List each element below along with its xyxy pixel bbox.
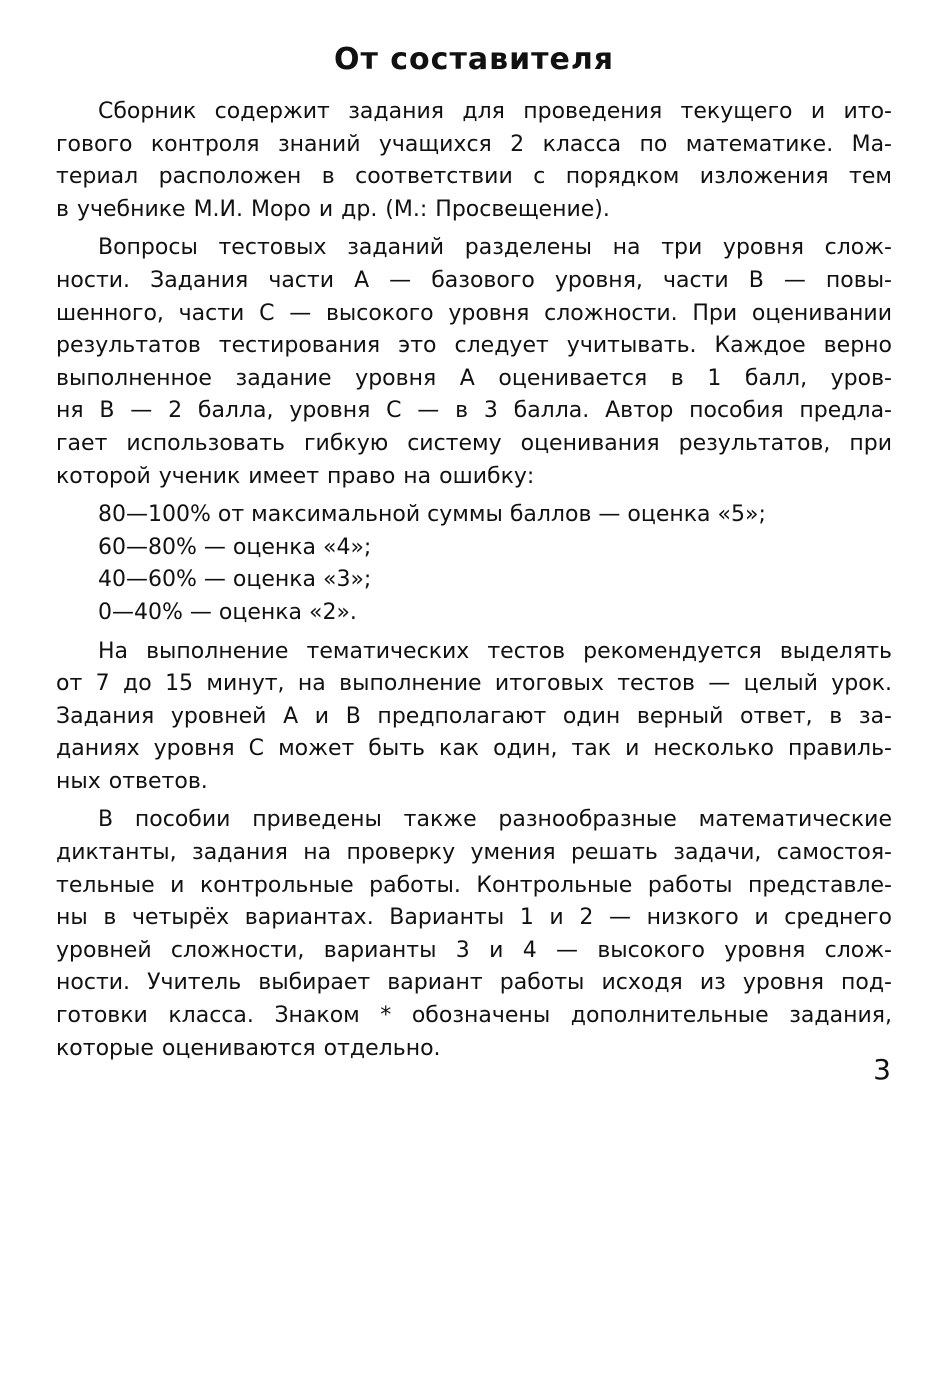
paragraph-levels: [56, 232, 892, 493]
text-line: готовки класса. Знаком * обозначены дополнительные задания,: [56, 1003, 892, 1029]
grade-item: 60—80% — оценка «4»;: [98, 534, 372, 560]
text-line: териал расположен в соответствии с порядком изложения тем: [56, 164, 892, 190]
page-number: 3: [873, 1053, 891, 1086]
text-line: В пособии приведены также разнообразные математические: [98, 807, 892, 833]
paragraph-intro: [56, 96, 892, 226]
text-line: ня В — 2 балла, уровня С — в 3 балла. Автор пособия предла-: [56, 398, 892, 424]
text-line: Вопросы тестовых заданий разделены на три уровня слож-: [98, 235, 892, 261]
text-line: На выполнение тематических тестов рекомендуется выделять: [98, 638, 892, 664]
paragraph-contents: [56, 804, 892, 1065]
text-line: диктанты, задания на проверку умения решать задачи, самостоя-: [56, 840, 892, 866]
text-line: шенного, части С — высокого уровня сложности. При оценивании: [56, 300, 892, 326]
text-line: уровней сложности, варианты 3 и 4 — высокого уровня слож-: [56, 937, 892, 963]
grading-scale: [56, 499, 892, 629]
grade-item: 80—100% от максимальной суммы баллов — оценка «5»;: [98, 502, 766, 528]
text-line: Задания уровней А и В предполагают один верный ответ, в за-: [56, 703, 892, 729]
text-line: ны в четырёх вариантах. Варианты 1 и 2 — низкого и среднего: [56, 905, 892, 931]
text-line: ности. Задания части А — базового уровня, части В — повы-: [56, 267, 892, 293]
text-line: которой ученик имеет право на ошибку:: [56, 463, 535, 489]
text-line: результатов тестирования это следует учитывать. Каждое верно: [56, 333, 892, 359]
text-line: в учебнике М.И. Моро и др. (М.: Просвещение).: [56, 196, 610, 222]
grade-item: 40—60% — оценка «3»;: [98, 567, 372, 593]
text-line: гового контроля знаний учащихся 2 класса по математике. Ма-: [56, 131, 892, 157]
text-line: которые оцениваются отдельно.: [56, 1035, 441, 1061]
text-line: Сборник содержит задания для проведения текущего и ито-: [98, 99, 892, 124]
page-content: [56, 40, 892, 1071]
page-title: От составителя: [333, 42, 615, 77]
grade-item: 0—40% — оценка «2».: [98, 599, 357, 625]
paragraph-timing: [56, 636, 892, 799]
text-line: выполненное задание уровня А оценивается в 1 балл, уров-: [56, 365, 892, 391]
text-line: ности. Учитель выбирает вариант работы исходя из уровня под-: [56, 970, 892, 996]
text-line: тельные и контрольные работы. Контрольные работы представле-: [56, 872, 892, 898]
text-line: ных ответов.: [56, 768, 208, 794]
text-line: даниях уровня С может быть как один, так и несколько правиль-: [56, 736, 892, 762]
text-line: гает использовать гибкую систему оценивания результатов, при: [56, 430, 892, 456]
text-line: от 7 до 15 минут, на выполнение итоговых тестов — целый урок.: [56, 671, 892, 697]
